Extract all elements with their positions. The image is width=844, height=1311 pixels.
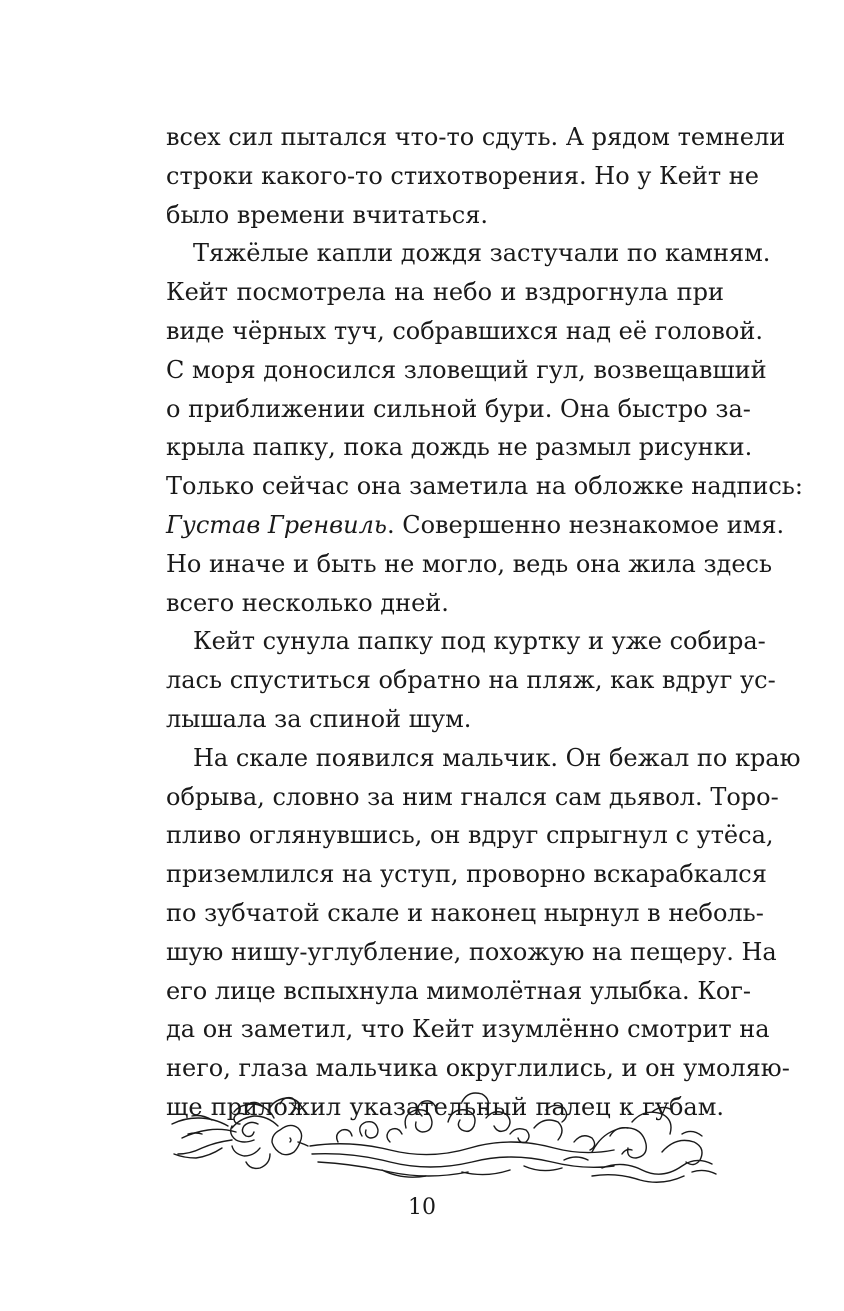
text-line: его лице вспыхнула мимолётная улыбка. Ког- (166, 976, 752, 1005)
text-line-rest: . Совершенно незнакомое имя. (386, 510, 785, 539)
text-line: обрыва, словно за ним гнался сам дьявол. Торо- (166, 782, 779, 811)
text-line: шую нишу-углубление, похожую на пещеру. На (166, 937, 777, 966)
wind-face-icon (172, 1098, 308, 1169)
body-text (166, 118, 803, 1127)
text-line: по зубчатой скале и наконец нырнул в неболь- (166, 898, 764, 927)
sea-waves-icon (564, 1107, 716, 1182)
text-line: виде чёрных туч, собравшихся над её головой. (166, 316, 763, 345)
text-line: пливо оглянувшись, он вдруг спрыгнул с утёса, (166, 821, 774, 850)
text-line: На скале появился мальчик. Он бежал по краю (193, 743, 801, 772)
text-line: приземлился на уступ, проворно вскарабкался (166, 860, 767, 889)
text-line: Только сейчас она заметила на обложке надпись: (166, 472, 803, 501)
text-line: о приближении сильной бури. Она быстро за- (166, 394, 751, 423)
text-line: лышала за спиной шум. (166, 704, 472, 733)
text-line: было времени вчитаться. (166, 200, 488, 229)
text-line: Кейт сунула папку под куртку и уже собира- (193, 627, 766, 656)
text-line: лась спуститься обратно на пляж, как вдруг ус- (166, 666, 776, 695)
text-line: крыла папку, пока дождь не размыл рисунки. (166, 433, 753, 462)
text-line: ще приложил указательный палец к губам. (166, 1092, 724, 1121)
page-number: 10 (408, 1195, 436, 1220)
text-line: да он заметил, что Кейт изумлённо смотрит на (166, 1015, 770, 1044)
text-line: Но иначе и быть не могло, ведь она жила здесь (166, 549, 773, 578)
text-line: строки какого-то стихотворения. Но у Кейт не (166, 161, 759, 190)
text-line: всех сил пытался что-то сдуть. А рядом темнели (166, 123, 786, 151)
wave-swirl-icon (310, 1093, 614, 1177)
italic-name: Густав Гренвиль (166, 510, 387, 539)
text-line: С моря доносился зловещий гул, возвещавший (166, 355, 767, 384)
text-line: всего несколько дней. (166, 588, 449, 617)
text-line (166, 506, 785, 545)
text-line: Кейт посмотрела на небо и вздрогнула при (166, 278, 724, 307)
text-line: Тяжёлые капли дождя застучали по камням. (193, 239, 771, 268)
wind-and-waves-ornament-icon (162, 1082, 722, 1192)
text-line: него, глаза мальчика округлились, и он умоляю- (166, 1054, 790, 1083)
